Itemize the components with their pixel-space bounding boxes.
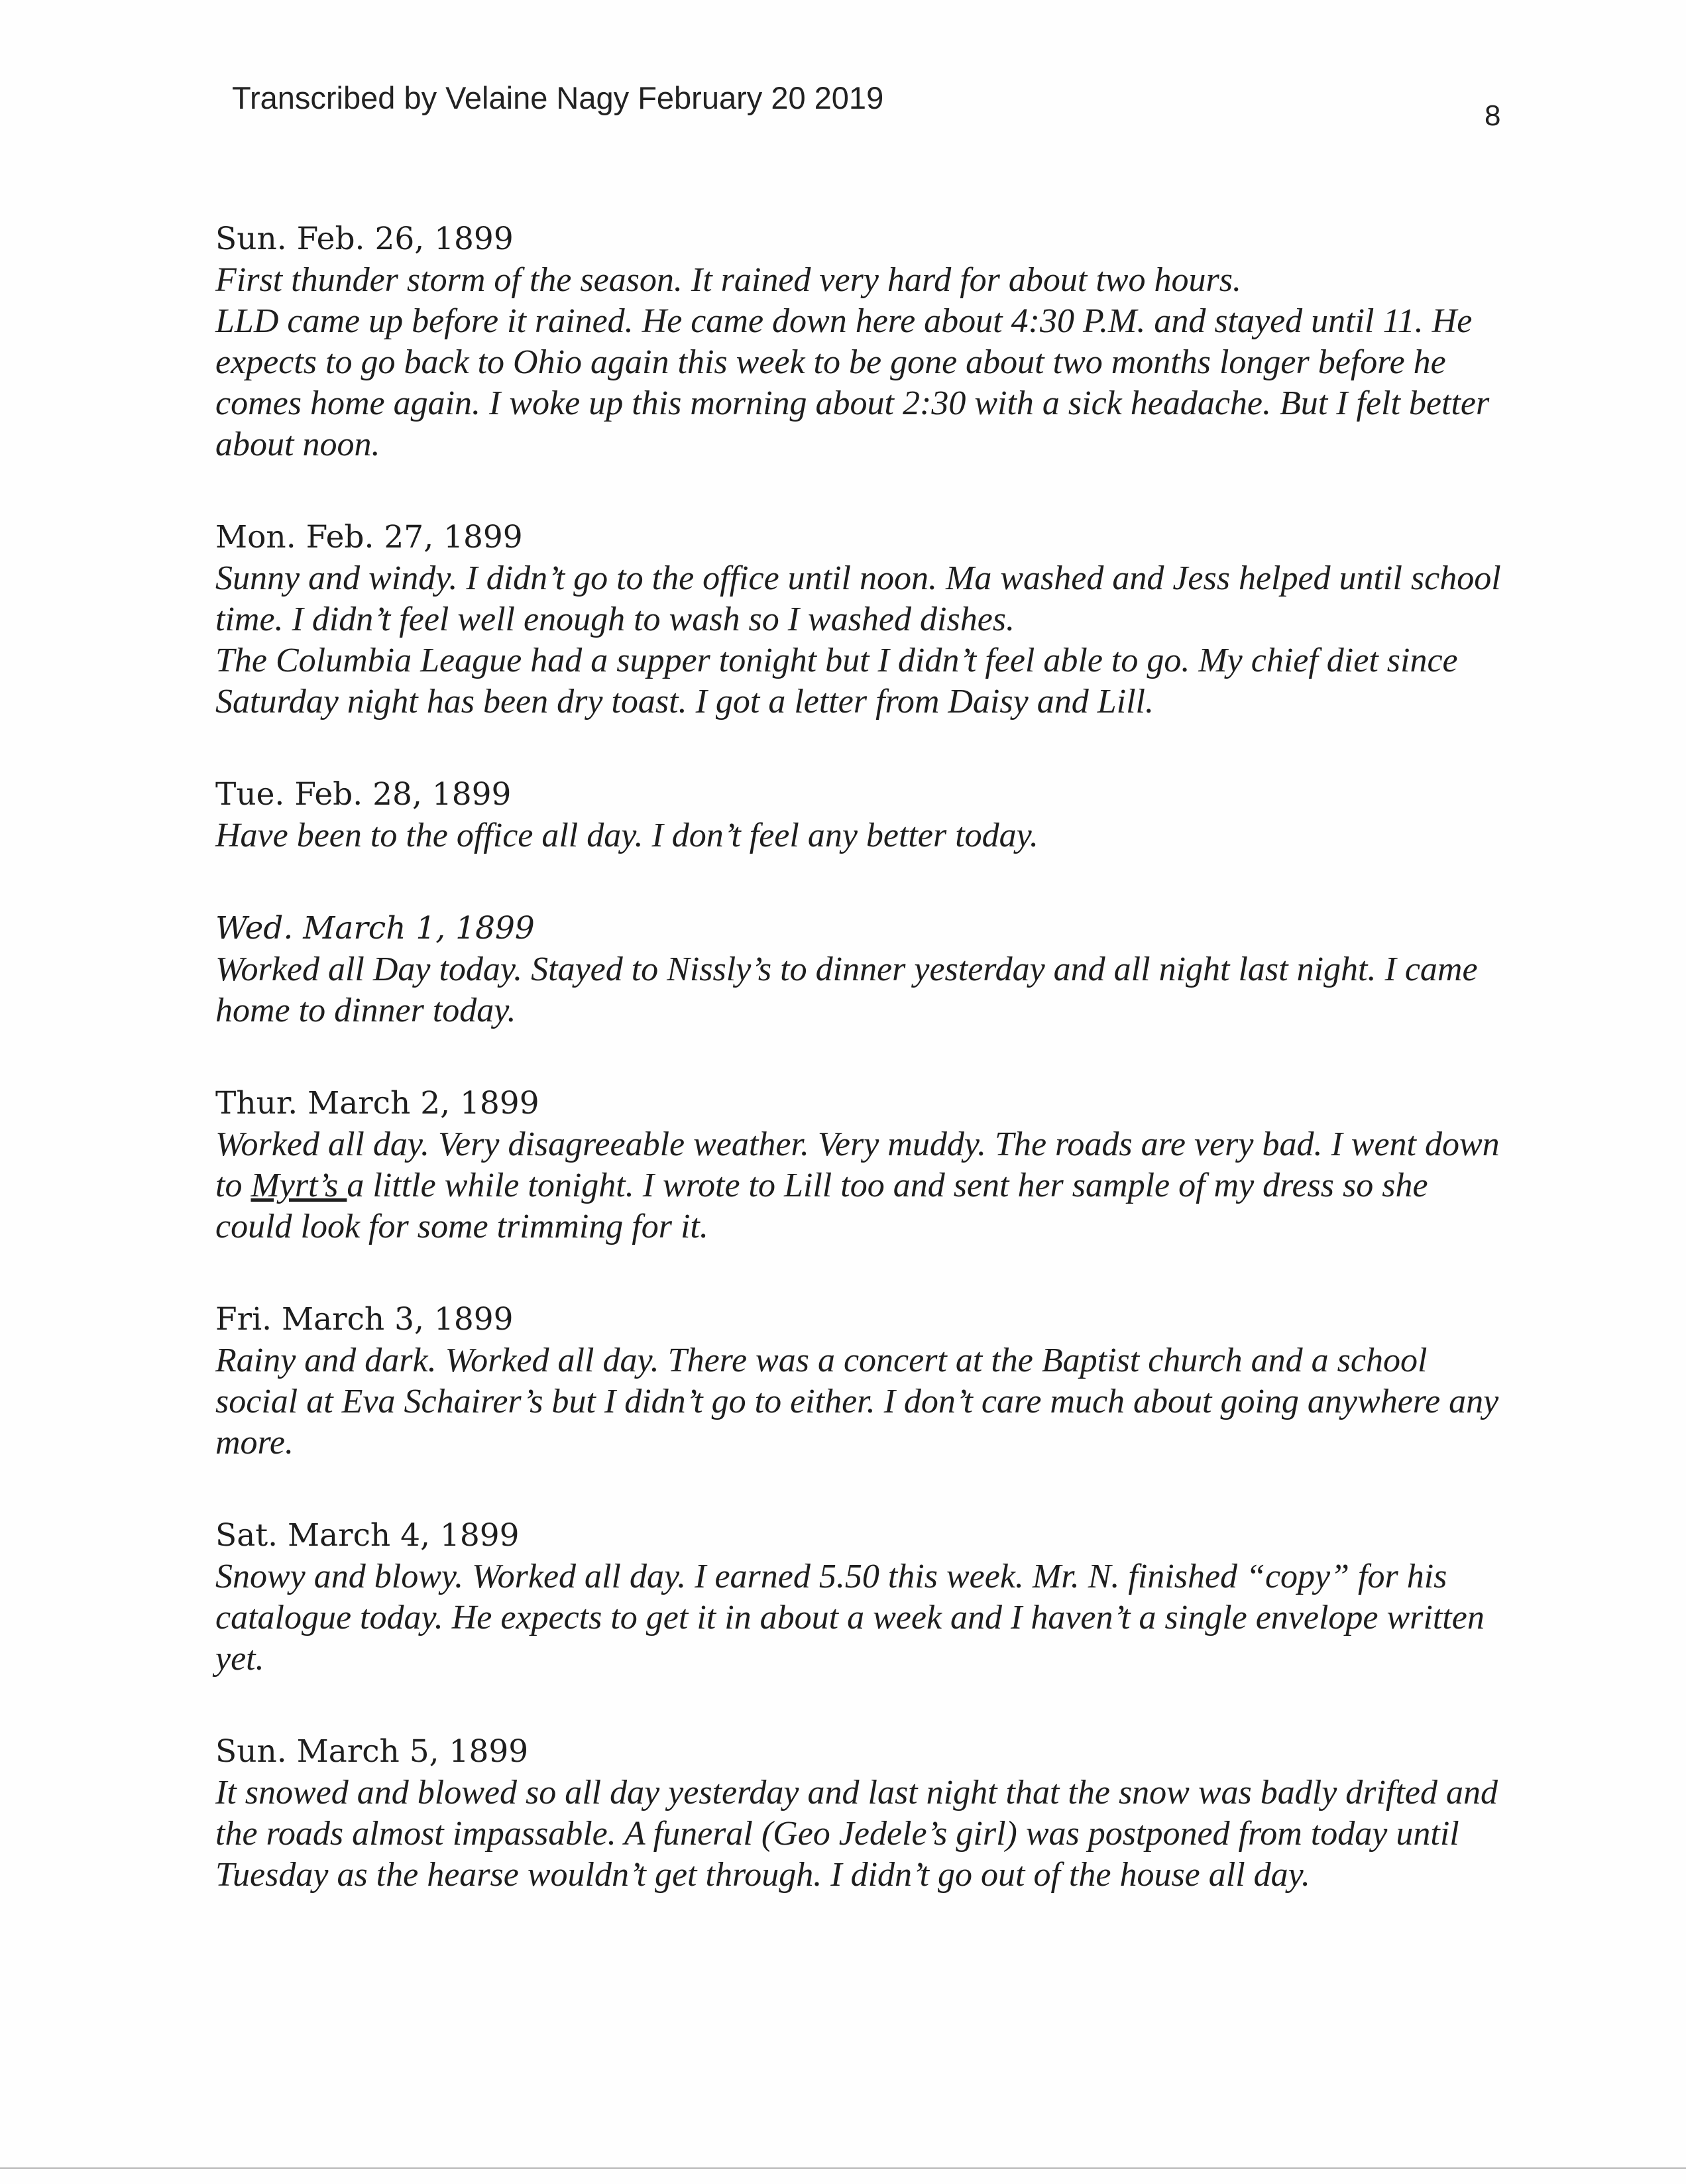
entry-date: Mon. Feb. 27, 1899: [215, 519, 523, 555]
diary-entry: [215, 1083, 1508, 1247]
entry-body: [215, 260, 1508, 465]
diary-entry: [215, 908, 1508, 1031]
entry-body: [215, 1124, 1508, 1247]
diary-entry: [215, 1299, 1508, 1464]
entry-date: Sat. March 4, 1899: [215, 1517, 520, 1554]
diary-entry: [215, 517, 1508, 722]
entry-body: [215, 815, 1508, 856]
entry-paragraph: It snowed and blowed so all day yesterday and last night that the snow was badly drifted and the roads almost impassable. A funeral (Geo Jedele’s girl) was postponed from today until Tuesday as the hearse wouldn’t get through. I didn’t go out of the house all day.: [215, 1774, 1498, 1894]
entry-paragraph: Sunny and windy. I didn’t go to the office until noon. Ma washed and Jess helped until school time. I didn’t feel well enough to wash so I washed dishes.: [215, 559, 1501, 638]
entry-paragraph: Have been to the office all day. I don’t feel any better today.: [215, 817, 1039, 854]
entry-body: [215, 1556, 1508, 1680]
diary-entries: [215, 219, 1508, 1947]
entry-paragraph: Snowy and blowy. Worked all day. I earned 5.50 this week. Mr. N. finished “copy” for his catalogue today. He expects to get it in about a week and I haven’t a single envelope written yet.: [215, 1558, 1485, 1678]
entry-body: [215, 1340, 1508, 1464]
entry-body: [215, 949, 1508, 1031]
entry-body: [215, 558, 1508, 722]
entry-paragraph: First thunder storm of the season. It rained very hard for about two hours.: [215, 261, 1241, 299]
entry-body: [215, 1772, 1508, 1896]
diary-entry: [215, 774, 1508, 856]
transcriber-header: Transcribed by Velaine Nagy February 20 2019: [232, 80, 884, 115]
diary-entry: [215, 1731, 1508, 1896]
entry-text-segment: Worked all day. Very disagreeable weather. Very muddy. The roads are very bad. I went down to: [215, 1125, 1500, 1204]
entry-date: Sun. Feb. 26, 1899: [215, 221, 514, 257]
entry-date: Wed. March 1, 1899: [215, 910, 535, 947]
entry-paragraph: LLD came up before it rained. He came down here about 4:30 P.M. and stayed until 11. He expects to go back to Ohio again this week to be gone about two months longer before he comes home again. I woke up this morning about 2:30 with a sick headache. But I felt better about noon.: [215, 302, 1490, 463]
entry-paragraph: Rainy and dark. Worked all day. There was a concert at the Baptist church and a school social at Eva Schairer’s but I didn’t go to either. I don’t care much about going anywhere any more.: [215, 1342, 1499, 1462]
diary-entry: [215, 219, 1508, 465]
entry-date: Tue. Feb. 28, 1899: [215, 776, 512, 813]
diary-entry: [215, 1515, 1508, 1680]
page-bottom-divider: [0, 2167, 1686, 2169]
entry-text-segment: a little while tonight. I wrote to Lill too and sent her sample of my dress so she could look for some trimming for it.: [215, 1167, 1428, 1245]
entry-date: Sun. March 5, 1899: [215, 1733, 529, 1770]
entry-paragraph: [215, 1124, 1508, 1247]
entry-paragraph: The Columbia League had a supper tonight but I didn’t feel able to go. My chief diet since Saturday night has been dry toast. I got a letter from Daisy and Lill.: [215, 642, 1458, 720]
underlined-name: Myrt’s: [251, 1167, 347, 1204]
page-number: 8: [1485, 99, 1501, 132]
entry-paragraph: Worked all Day today. Stayed to Nissly’s to dinner yesterday and all night last night. I came home to dinner today.: [215, 950, 1478, 1029]
entry-date: Thur. March 2, 1899: [215, 1085, 539, 1121]
entry-date: Fri. March 3, 1899: [215, 1301, 514, 1338]
